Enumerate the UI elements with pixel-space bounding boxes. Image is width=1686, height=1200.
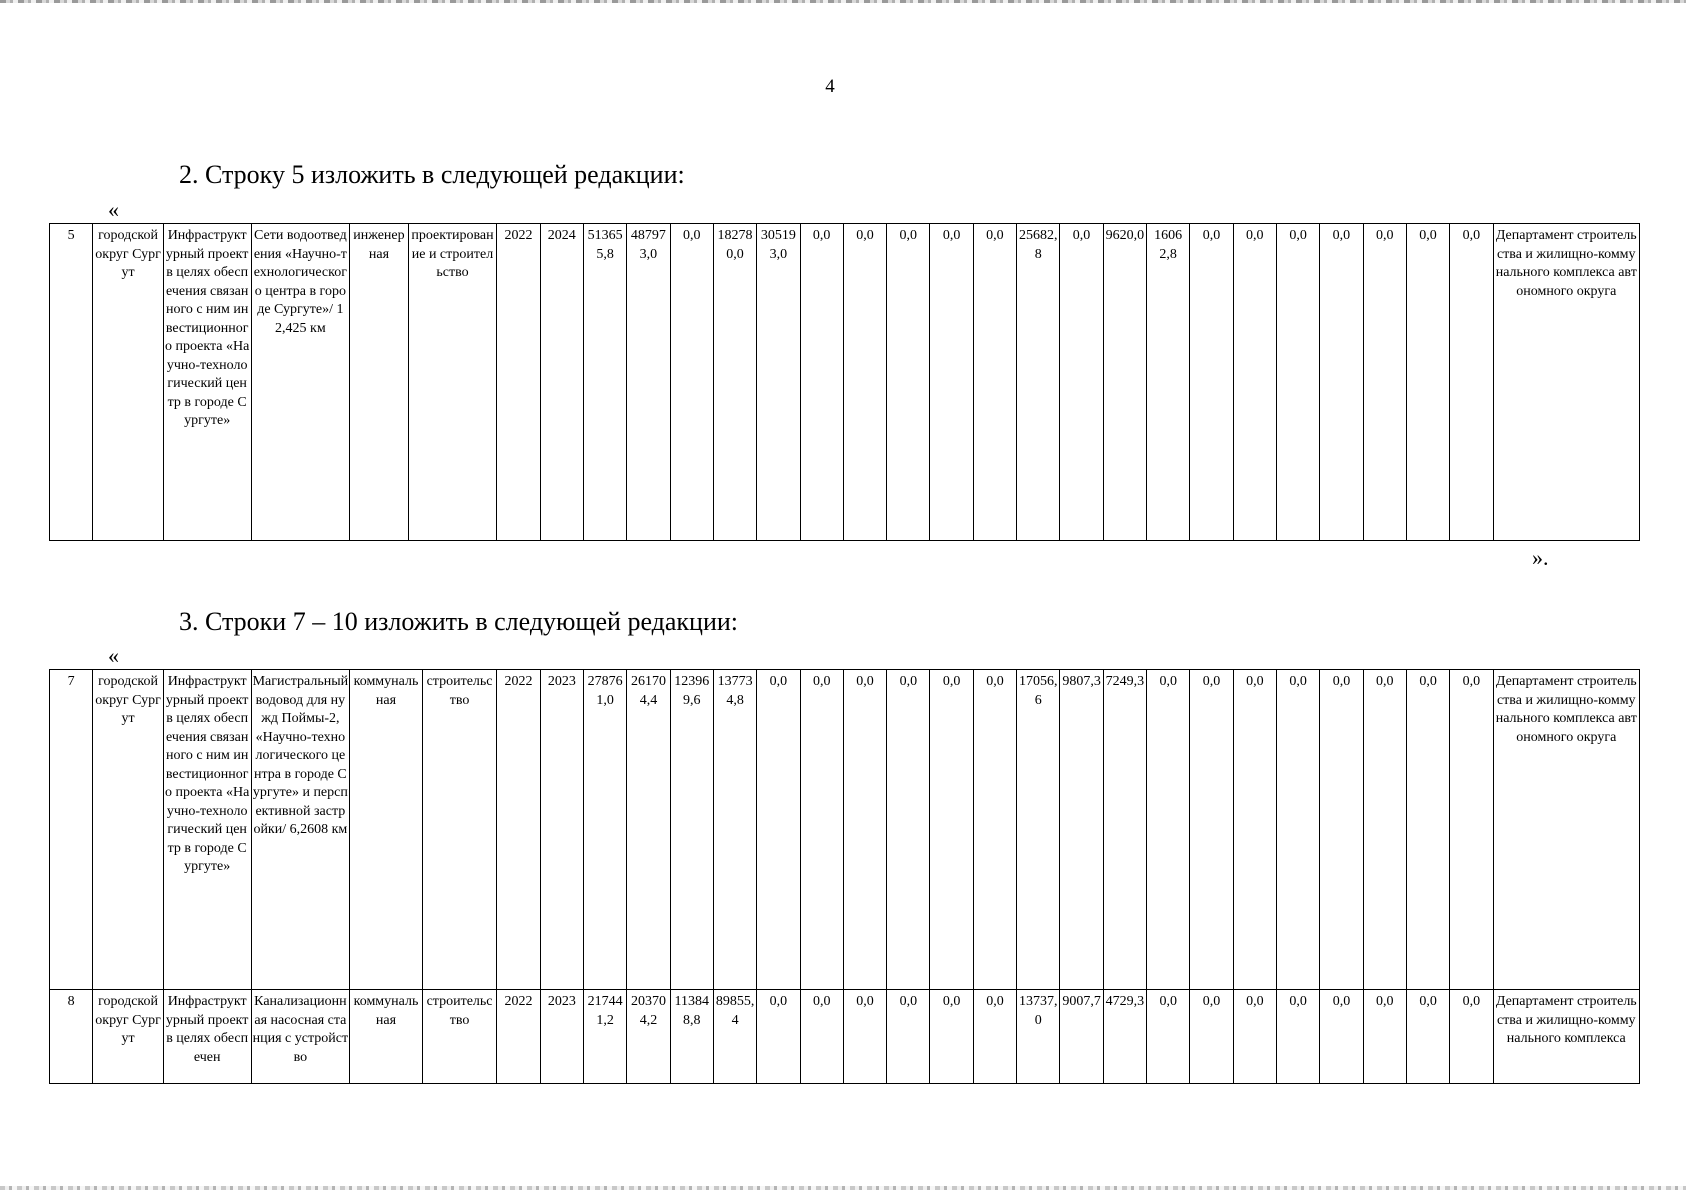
value-cell: 0,0 [800,990,843,1084]
responsible-cell: Департамент строительства и жилищно-коммунального комплекса [1493,990,1639,1084]
value-cell: 0,0 [800,224,843,541]
section-3-heading: 3. Строки 7 – 10 изложить в следующей редакции: [179,607,739,636]
object-cell: Магистральный водовод для нужд Поймы-2, «Научно-технологического центра в городе Сургуте» и перспективной застройки/ 6,2608 км [251,670,350,990]
open-quote: « [108,197,119,222]
value-cell: 0,0 [1363,224,1406,541]
value-cell: 9807,3 [1060,670,1103,990]
value-cell: 13737,0 [1017,990,1060,1084]
value-cell: 182780,0 [713,224,756,541]
value-cell: 0,0 [800,670,843,990]
value-cell: 0,0 [843,670,886,990]
table-row [50,670,1640,990]
year-start-cell: 2022 [497,670,540,990]
section-2-heading: 2. Строку 5 изложить в следующей редакции: [179,160,685,189]
type-cell: коммунальная [350,670,423,990]
table-row [50,224,1640,541]
value-cell: 203704,2 [627,990,670,1084]
row-number: 5 [50,224,93,541]
value-cell: 0,0 [1190,670,1233,990]
value-cell: 0,0 [930,990,973,1084]
value-cell: 0,0 [1276,670,1319,990]
year-start-cell: 2022 [497,224,540,541]
value-cell: 0,0 [1320,670,1363,990]
value-cell: 0,0 [1233,670,1276,990]
value-cell: 4729,3 [1103,990,1146,1084]
responsible-cell: Департамент строительства и жилищно-коммунального комплекса автономного округа [1493,670,1639,990]
value-cell: 0,0 [1190,990,1233,1084]
value-cell: 513655,8 [583,224,626,541]
value-cell: 0,0 [1406,670,1449,990]
value-cell: 0,0 [887,990,930,1084]
value-cell: 261704,4 [627,670,670,990]
value-cell: 7249,3 [1103,670,1146,990]
value-cell: 0,0 [973,224,1016,541]
value-cell: 0,0 [930,670,973,990]
year-end-cell: 2023 [540,990,583,1084]
year-end-cell: 2023 [540,670,583,990]
rows-7-10-table [49,669,1640,1084]
year-start-cell: 2022 [497,990,540,1084]
value-cell: 487973,0 [627,224,670,541]
value-cell: 89855,4 [713,990,756,1084]
scan-edge-bottom [0,1186,1686,1190]
value-cell: 0,0 [887,224,930,541]
row-number: 8 [50,990,93,1084]
project-cell: Инфраструктурный проект в целях обеспечения связанного с ним инвестиционного проекта «Научно-технологический центр в городе Сургуте» [163,224,251,541]
value-cell: 217441,2 [583,990,626,1084]
value-cell: 0,0 [843,990,886,1084]
value-cell: 0,0 [757,990,800,1084]
municipality-cell: городской округ Сургут [93,670,164,990]
project-cell: Инфраструктурный проект в целях обеспечения связанного с ним инвестиционного проекта «Научно-технологический центр в городе Сургуте» [163,670,251,990]
value-cell: 0,0 [1190,224,1233,541]
value-cell: 0,0 [1276,224,1319,541]
value-cell: 0,0 [1450,670,1493,990]
page-number: 4 [825,76,835,97]
value-cell: 0,0 [1060,224,1103,541]
value-cell: 9620,0 [1103,224,1146,541]
value-cell: 0,0 [1147,990,1190,1084]
value-cell: 0,0 [1363,670,1406,990]
value-cell: 0,0 [1233,224,1276,541]
value-cell: 305193,0 [757,224,800,541]
value-cell: 137734,8 [713,670,756,990]
table-row [50,990,1640,1084]
value-cell: 0,0 [1406,990,1449,1084]
value-cell: 0,0 [930,224,973,541]
project-cell: Инфраструктурный проект в целях обеспечен [163,990,251,1084]
value-cell: 0,0 [887,670,930,990]
value-cell: 0,0 [973,670,1016,990]
value-cell: 0,0 [1276,990,1319,1084]
municipality-cell: городской округ Сургут [93,990,164,1084]
type-cell: инженерная [350,224,408,541]
year-end-cell: 2024 [540,224,583,541]
value-cell: 25682,8 [1017,224,1060,541]
value-cell: 0,0 [1320,224,1363,541]
value-cell: 0,0 [1363,990,1406,1084]
object-cell: Канализационная насосная станция с устройство [251,990,350,1084]
stage-cell: проектирование и строительство [408,224,497,541]
value-cell: 113848,8 [670,990,713,1084]
row-number: 7 [50,670,93,990]
value-cell: 0,0 [1147,670,1190,990]
type-cell: коммунальная [350,990,423,1084]
value-cell: 0,0 [843,224,886,541]
value-cell: 9007,7 [1060,990,1103,1084]
value-cell: 17056,6 [1017,670,1060,990]
value-cell: 0,0 [1320,990,1363,1084]
responsible-cell: Департамент строительства и жилищно-коммунального комплекса автономного округа [1493,224,1639,541]
value-cell: 0,0 [1450,990,1493,1084]
value-cell: 0,0 [670,224,713,541]
open-quote: « [108,643,119,668]
value-cell: 0,0 [973,990,1016,1084]
close-quote: ». [1532,545,1549,570]
value-cell: 0,0 [1406,224,1449,541]
stage-cell: строительство [422,990,497,1084]
value-cell: 1606 2,8 [1147,224,1190,541]
stage-cell: строительство [422,670,497,990]
value-cell: 123969,6 [670,670,713,990]
value-cell: 0,0 [1450,224,1493,541]
object-cell: Сети водоотведения «Научно-технологического центра в городе Сургуте»/ 12,425 км [251,224,350,541]
row-5-table [49,223,1640,541]
value-cell: 0,0 [1233,990,1276,1084]
value-cell: 0,0 [757,670,800,990]
municipality-cell: городской округ Сургут [93,224,164,541]
value-cell: 278761,0 [583,670,626,990]
scan-edge-top [0,0,1686,3]
